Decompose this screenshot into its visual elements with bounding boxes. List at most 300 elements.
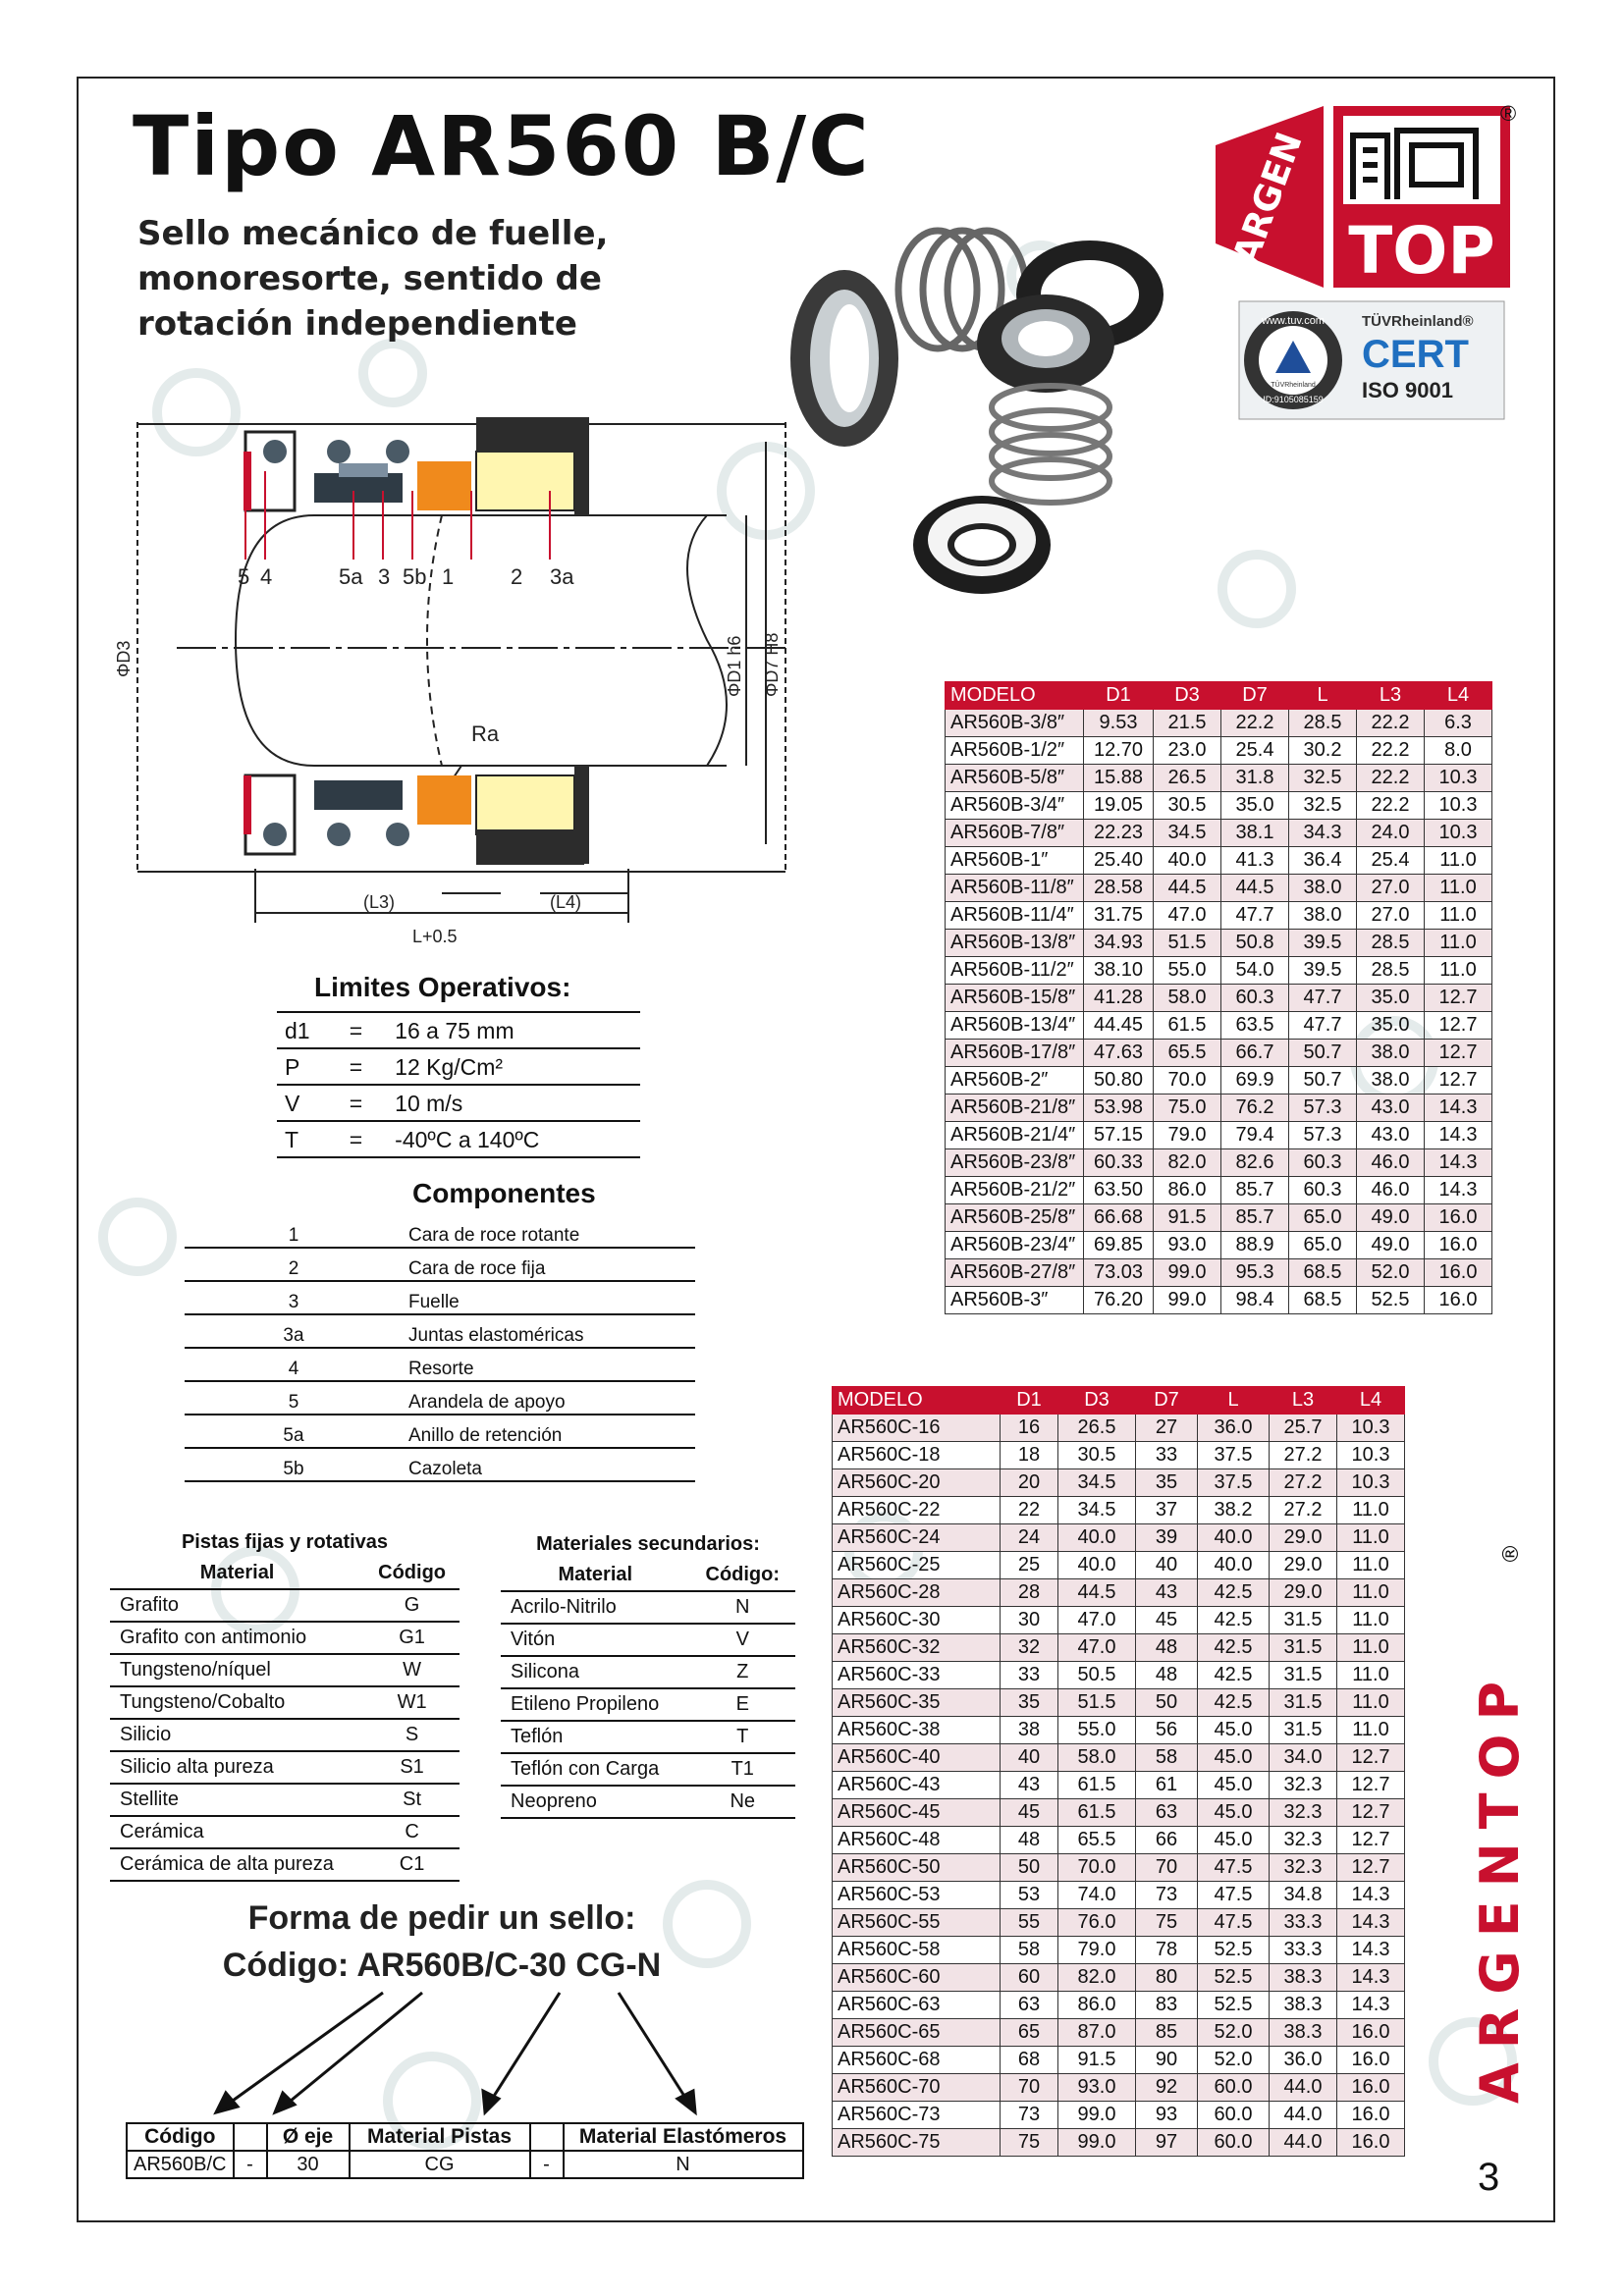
table-row — [946, 902, 1492, 930]
tuv-cert-badge — [1239, 296, 1504, 424]
part-label: 5a — [339, 564, 363, 589]
order-value-cell: CG — [350, 2151, 530, 2178]
material-name: Teflón — [501, 1721, 690, 1753]
value-cell: 88.9 — [1221, 1232, 1289, 1259]
value-cell: 58 — [1136, 1744, 1198, 1772]
value-cell: 34.5 — [1154, 820, 1221, 847]
value-cell: 38.3 — [1270, 1964, 1337, 1992]
part-label: 3a — [550, 564, 574, 589]
model-cell: AR560C-68 — [833, 2047, 1001, 2074]
value-cell: 40.0 — [1058, 1552, 1136, 1579]
table-caption-row — [501, 1529, 795, 1560]
value-cell: 29.0 — [1270, 1579, 1337, 1607]
order-header-cell — [530, 2123, 564, 2151]
value-cell: 16.0 — [1425, 1259, 1492, 1287]
value-cell: 28.5 — [1357, 930, 1425, 957]
cert-word: CERT — [1362, 333, 1469, 376]
value-cell: 40.0 — [1198, 1524, 1270, 1552]
value-cell: 79.0 — [1154, 1122, 1221, 1149]
value-cell: 66 — [1136, 1827, 1198, 1854]
model-cell: AR560B-7/8″ — [946, 820, 1084, 847]
table-row — [946, 1287, 1492, 1314]
value-cell: 99.0 — [1154, 1259, 1221, 1287]
material-name: Silicona — [501, 1656, 690, 1688]
value-cell: 51.5 — [1154, 930, 1221, 957]
value-cell: 38.0 — [1357, 1067, 1425, 1095]
limit-key: d1 — [277, 1012, 342, 1048]
material-name: Cerámica de alta pureza — [110, 1848, 364, 1881]
component-name: Arandela de apoyo — [403, 1381, 695, 1415]
value-cell: 46.0 — [1357, 1149, 1425, 1177]
table-row — [833, 1827, 1405, 1854]
value-cell: 11.0 — [1337, 1717, 1405, 1744]
value-cell: 76.20 — [1084, 1287, 1154, 1314]
logo-right-text: TOP — [1348, 213, 1495, 289]
value-cell: 52.0 — [1357, 1259, 1425, 1287]
value-cell: 43 — [1001, 1772, 1058, 1799]
order-title — [196, 1895, 687, 1989]
value-cell: 38.0 — [1357, 1040, 1425, 1067]
value-cell: 35 — [1136, 1469, 1198, 1497]
value-cell: 48 — [1001, 1827, 1058, 1854]
value-cell: 14.3 — [1337, 1909, 1405, 1937]
value-cell: 28.58 — [1084, 875, 1154, 902]
model-cell: AR560B-15/8″ — [946, 985, 1084, 1012]
value-cell: 73 — [1136, 1882, 1198, 1909]
material-code: W1 — [364, 1686, 460, 1719]
order-arrows — [196, 1983, 746, 2120]
argentop-logo — [1216, 106, 1510, 288]
table-row — [946, 792, 1492, 820]
value-cell: 60.3 — [1289, 1177, 1357, 1204]
model-cell: AR560B-11/8″ — [946, 875, 1084, 902]
limits-row — [277, 1012, 640, 1048]
vertical-registered-mark: ® — [1499, 1543, 1524, 1565]
table-row — [833, 1662, 1405, 1689]
material-row — [501, 1721, 795, 1753]
model-cell: AR560C-30 — [833, 1607, 1001, 1634]
table-row — [833, 1634, 1405, 1662]
value-cell: 38.0 — [1289, 875, 1357, 902]
value-cell: 40 — [1136, 1552, 1198, 1579]
value-cell: 66.68 — [1084, 1204, 1154, 1232]
table-row — [946, 1012, 1492, 1040]
column-header: D7 — [1221, 682, 1289, 710]
material-row — [110, 1751, 460, 1784]
value-cell: 33 — [1001, 1662, 1058, 1689]
value-cell: 6.3 — [1425, 710, 1492, 737]
value-cell: 32.3 — [1270, 1827, 1337, 1854]
part-label: 4 — [260, 564, 273, 589]
material-name: Etileno Propileno — [501, 1688, 690, 1721]
table-row — [833, 1552, 1405, 1579]
value-cell: 79.4 — [1221, 1122, 1289, 1149]
value-cell: 42.5 — [1198, 1689, 1270, 1717]
value-cell: 22 — [1001, 1497, 1058, 1524]
table-row — [833, 1882, 1405, 1909]
column-header: L3 — [1270, 1387, 1337, 1415]
value-cell: 45 — [1136, 1607, 1198, 1634]
dim-d7: ΦD7 H8 — [762, 632, 782, 697]
value-cell: 25.40 — [1084, 847, 1154, 875]
seal-top-text: www.tuv.com — [1262, 315, 1325, 327]
value-cell: 44.0 — [1270, 2129, 1337, 2157]
table-caption: Pistas fijas y rotativas — [181, 1531, 389, 1553]
part-label: 2 — [511, 564, 523, 589]
value-cell: 60.3 — [1221, 985, 1289, 1012]
value-cell: 12.7 — [1337, 1772, 1405, 1799]
value-cell: 53 — [1001, 1882, 1058, 1909]
model-cell: AR560B-23/8″ — [946, 1149, 1084, 1177]
table-row — [833, 2102, 1405, 2129]
model-cell: AR560C-18 — [833, 1442, 1001, 1469]
value-cell: 92 — [1136, 2074, 1198, 2102]
value-cell: 16.0 — [1337, 2074, 1405, 2102]
table-row — [946, 1122, 1492, 1149]
value-cell: 53.98 — [1084, 1095, 1154, 1122]
value-cell: 93.0 — [1154, 1232, 1221, 1259]
value-cell: 10.3 — [1425, 820, 1492, 847]
component-number: 3a — [185, 1314, 403, 1348]
material-row — [110, 1816, 460, 1848]
seal-ring-left — [790, 270, 898, 447]
value-cell: 28 — [1001, 1579, 1058, 1607]
table-row — [833, 1442, 1405, 1469]
value-cell: 18 — [1001, 1442, 1058, 1469]
seal-upper-section — [244, 417, 589, 515]
part-label: 3 — [378, 564, 391, 589]
value-cell: 42.5 — [1198, 1607, 1270, 1634]
technical-drawing — [114, 412, 805, 962]
value-cell: 79.0 — [1058, 1937, 1136, 1964]
value-cell: 12.7 — [1425, 1067, 1492, 1095]
value-cell: 61.5 — [1058, 1799, 1136, 1827]
value-cell: 44.45 — [1084, 1012, 1154, 1040]
value-cell: 39.5 — [1289, 930, 1357, 957]
component-name: Cara de roce rotante — [403, 1215, 695, 1248]
part-label: 1 — [442, 564, 455, 589]
value-cell: 14.3 — [1425, 1149, 1492, 1177]
value-cell: 31.5 — [1270, 1689, 1337, 1717]
value-cell: 73 — [1001, 2102, 1058, 2129]
limits-row — [277, 1121, 640, 1157]
value-cell: 10.3 — [1337, 1442, 1405, 1469]
value-cell: 16.0 — [1425, 1204, 1492, 1232]
table-row — [833, 2047, 1405, 2074]
ar560b-dimensions-table — [945, 681, 1492, 1314]
material-row — [110, 1719, 460, 1751]
table-row — [946, 1204, 1492, 1232]
limit-eq: = — [342, 1085, 387, 1121]
table-row — [946, 1259, 1492, 1287]
table-row — [833, 1772, 1405, 1799]
table-row — [833, 1689, 1405, 1717]
model-cell: AR560B-2″ — [946, 1067, 1084, 1095]
value-cell: 25.7 — [1270, 1415, 1337, 1442]
value-cell: 44.0 — [1270, 2074, 1337, 2102]
value-cell: 33 — [1136, 1442, 1198, 1469]
material-name: Neopreno — [501, 1786, 690, 1818]
material-row — [110, 1686, 460, 1719]
value-cell: 11.0 — [1337, 1607, 1405, 1634]
value-cell: 21.5 — [1154, 710, 1221, 737]
component-number: 3 — [185, 1281, 403, 1314]
registered-mark: ® — [1500, 101, 1517, 126]
value-cell: 42.5 — [1198, 1579, 1270, 1607]
value-cell: 34.5 — [1058, 1497, 1136, 1524]
value-cell: 58 — [1001, 1937, 1058, 1964]
material-code: C1 — [364, 1848, 460, 1881]
value-cell: 31.5 — [1270, 1607, 1337, 1634]
value-cell: 60.0 — [1198, 2102, 1270, 2129]
value-cell: 35.0 — [1357, 985, 1425, 1012]
limit-eq: = — [342, 1012, 387, 1048]
table-row — [833, 1799, 1405, 1827]
value-cell: 63 — [1001, 1992, 1058, 2019]
material-code: Z — [690, 1656, 795, 1688]
material-code: G — [364, 1589, 460, 1622]
value-cell: 36.0 — [1270, 2047, 1337, 2074]
model-cell: AR560B-3″ — [946, 1287, 1084, 1314]
model-cell: AR560B-1″ — [946, 847, 1084, 875]
component-row — [185, 1281, 695, 1314]
value-cell: 25 — [1001, 1552, 1058, 1579]
material-code: G1 — [364, 1622, 460, 1654]
column-header: L4 — [1425, 682, 1492, 710]
header-code: Código — [364, 1558, 460, 1589]
value-cell: 28.5 — [1289, 710, 1357, 737]
value-cell: 27 — [1136, 1415, 1198, 1442]
value-cell: 31.5 — [1270, 1662, 1337, 1689]
value-cell: 91.5 — [1058, 2047, 1136, 2074]
material-name: Grafito con antimonio — [110, 1622, 364, 1654]
component-name: Fuelle — [403, 1281, 695, 1314]
value-cell: 36.0 — [1198, 1415, 1270, 1442]
value-cell: 35.0 — [1357, 1012, 1425, 1040]
value-cell: 43 — [1136, 1579, 1198, 1607]
value-cell: 32.3 — [1270, 1854, 1337, 1882]
component-number: 5a — [185, 1415, 403, 1448]
component-row — [185, 1248, 695, 1281]
table-row — [946, 765, 1492, 792]
value-cell: 50.80 — [1084, 1067, 1154, 1095]
model-cell: AR560C-70 — [833, 2074, 1001, 2102]
table-row — [946, 1095, 1492, 1122]
material-row — [110, 1784, 460, 1816]
model-cell: AR560B-23/4″ — [946, 1232, 1084, 1259]
component-number: 4 — [185, 1348, 403, 1381]
value-cell: 40.0 — [1198, 1552, 1270, 1579]
value-cell: 47.5 — [1198, 1909, 1270, 1937]
value-cell: 78 — [1136, 1937, 1198, 1964]
value-cell: 47.5 — [1198, 1882, 1270, 1909]
value-cell: 25.4 — [1221, 737, 1289, 765]
value-cell: 11.0 — [1425, 957, 1492, 985]
model-cell: AR560B-27/8″ — [946, 1259, 1084, 1287]
value-cell: 35 — [1001, 1689, 1058, 1717]
value-cell: 74.0 — [1058, 1882, 1136, 1909]
value-cell: 14.3 — [1337, 1964, 1405, 1992]
model-cell: AR560C-33 — [833, 1662, 1001, 1689]
value-cell: 11.0 — [1425, 875, 1492, 902]
order-header-cell: Código — [127, 2123, 234, 2151]
pistas-table — [110, 1527, 460, 1882]
material-code: T1 — [690, 1753, 795, 1786]
value-cell: 12.7 — [1425, 1040, 1492, 1067]
value-cell: 69.85 — [1084, 1232, 1154, 1259]
model-cell: AR560C-20 — [833, 1469, 1001, 1497]
model-cell: AR560C-32 — [833, 1634, 1001, 1662]
value-cell: 11.0 — [1337, 1579, 1405, 1607]
value-cell: 10.3 — [1425, 765, 1492, 792]
material-row — [501, 1656, 795, 1688]
value-cell: 87.0 — [1058, 2019, 1136, 2047]
table-caption-row — [110, 1527, 460, 1558]
secondary-materials-table — [501, 1529, 795, 1819]
material-name: Stellite — [110, 1784, 364, 1816]
value-cell: 60.0 — [1198, 2129, 1270, 2157]
component-name: Juntas elastoméricas — [403, 1314, 695, 1348]
order-header-cell: Material Pistas — [350, 2123, 530, 2151]
value-cell: 38.2 — [1198, 1497, 1270, 1524]
value-cell: 50 — [1136, 1689, 1198, 1717]
model-cell: AR560C-60 — [833, 1964, 1001, 1992]
limit-key: T — [277, 1121, 342, 1157]
limits-row — [277, 1085, 640, 1121]
value-cell: 22.2 — [1357, 710, 1425, 737]
value-cell: 12.70 — [1084, 737, 1154, 765]
column-header: MODELO — [833, 1387, 1001, 1415]
table-row — [833, 1579, 1405, 1607]
value-cell: 12.7 — [1425, 1012, 1492, 1040]
seal-assembly — [977, 294, 1114, 393]
component-number: 5b — [185, 1448, 403, 1481]
limits-row — [277, 1048, 640, 1085]
model-cell: AR560B-11/2″ — [946, 957, 1084, 985]
limit-eq: = — [342, 1121, 387, 1157]
value-cell: 99.0 — [1058, 2129, 1136, 2157]
value-cell: 69.9 — [1221, 1067, 1289, 1095]
cert-issuer: TÜVRheinland® — [1362, 313, 1474, 330]
part-label: 5b — [403, 564, 427, 589]
material-name: Acrilo-Nitrilo — [501, 1591, 690, 1624]
value-cell: 97 — [1136, 2129, 1198, 2157]
table-row — [833, 2019, 1405, 2047]
vertical-brand — [1471, 1539, 1530, 2109]
model-cell: AR560B-11/4″ — [946, 902, 1084, 930]
roughness-label: Ra — [471, 721, 500, 746]
order-value-cell: 30 — [267, 2151, 350, 2178]
component-row — [185, 1314, 695, 1348]
material-name: Teflón con Carga — [501, 1753, 690, 1786]
value-cell: 75 — [1136, 1909, 1198, 1937]
value-cell: 47.0 — [1058, 1634, 1136, 1662]
model-cell: AR560B-13/8″ — [946, 930, 1084, 957]
dim-d1: ΦD1 h6 — [725, 635, 744, 697]
value-cell: 65.0 — [1289, 1232, 1357, 1259]
limit-key: V — [277, 1085, 342, 1121]
value-cell: 40 — [1001, 1744, 1058, 1772]
table-row — [946, 1149, 1492, 1177]
model-cell: AR560C-50 — [833, 1854, 1001, 1882]
subtitle-line: monoresorte, sentido de — [137, 259, 602, 298]
value-cell: 60.3 — [1289, 1149, 1357, 1177]
value-cell: 41.3 — [1221, 847, 1289, 875]
column-header: D7 — [1136, 1387, 1198, 1415]
model-cell: AR560C-53 — [833, 1882, 1001, 1909]
value-cell: 55.0 — [1058, 1717, 1136, 1744]
value-cell: 31.5 — [1270, 1717, 1337, 1744]
value-cell: 33.3 — [1270, 1909, 1337, 1937]
table-header-row — [833, 1387, 1405, 1415]
model-cell: AR560B-3/4″ — [946, 792, 1084, 820]
value-cell: 31.75 — [1084, 902, 1154, 930]
value-cell: 50.5 — [1058, 1662, 1136, 1689]
value-cell: 31.8 — [1221, 765, 1289, 792]
value-cell: 50 — [1001, 1854, 1058, 1882]
value-cell: 14.3 — [1425, 1122, 1492, 1149]
model-cell: AR560C-63 — [833, 1992, 1001, 2019]
dim-l: L+0.5 — [412, 927, 458, 946]
value-cell: 38.10 — [1084, 957, 1154, 985]
page-subtitle — [137, 211, 727, 347]
value-cell: 98.4 — [1221, 1287, 1289, 1314]
value-cell: 70.0 — [1058, 1854, 1136, 1882]
value-cell: 56 — [1136, 1717, 1198, 1744]
limit-value: 12 Kg/Cm² — [387, 1048, 640, 1085]
table-row — [833, 1854, 1405, 1882]
header-material: Material — [110, 1558, 364, 1589]
table-row — [946, 875, 1492, 902]
material-code: W — [364, 1654, 460, 1686]
table-row — [833, 2129, 1405, 2157]
ar560c-dimensions-table — [832, 1386, 1405, 2157]
value-cell: 22.2 — [1221, 710, 1289, 737]
model-cell: AR560C-38 — [833, 1717, 1001, 1744]
column-header: L3 — [1357, 682, 1425, 710]
value-cell: 10.3 — [1425, 792, 1492, 820]
value-cell: 32.3 — [1270, 1772, 1337, 1799]
model-cell: AR560B-1/2″ — [946, 737, 1084, 765]
value-cell: 93 — [1136, 2102, 1198, 2129]
value-cell: 52.0 — [1198, 2019, 1270, 2047]
column-header: MODELO — [946, 682, 1084, 710]
table-row — [833, 1964, 1405, 1992]
material-row — [110, 1848, 460, 1881]
value-cell: 37.5 — [1198, 1442, 1270, 1469]
material-row — [501, 1591, 795, 1624]
value-cell: 44.5 — [1154, 875, 1221, 902]
value-cell: 14.3 — [1425, 1177, 1492, 1204]
column-header: L4 — [1337, 1387, 1405, 1415]
value-cell: 55 — [1001, 1909, 1058, 1937]
value-cell: 12.7 — [1337, 1799, 1405, 1827]
material-code: E — [690, 1688, 795, 1721]
value-cell: 44.0 — [1270, 2102, 1337, 2129]
value-cell: 49.0 — [1357, 1232, 1425, 1259]
value-cell: 85 — [1136, 2019, 1198, 2047]
value-cell: 99.0 — [1058, 2102, 1136, 2129]
value-cell: 19.05 — [1084, 792, 1154, 820]
value-cell: 34.93 — [1084, 930, 1154, 957]
value-cell: 47.63 — [1084, 1040, 1154, 1067]
table-row — [833, 2074, 1405, 2102]
component-number: 2 — [185, 1248, 403, 1281]
value-cell: 36.4 — [1289, 847, 1357, 875]
value-cell: 66.7 — [1221, 1040, 1289, 1067]
value-cell: 63 — [1136, 1799, 1198, 1827]
model-cell: AR560C-65 — [833, 2019, 1001, 2047]
